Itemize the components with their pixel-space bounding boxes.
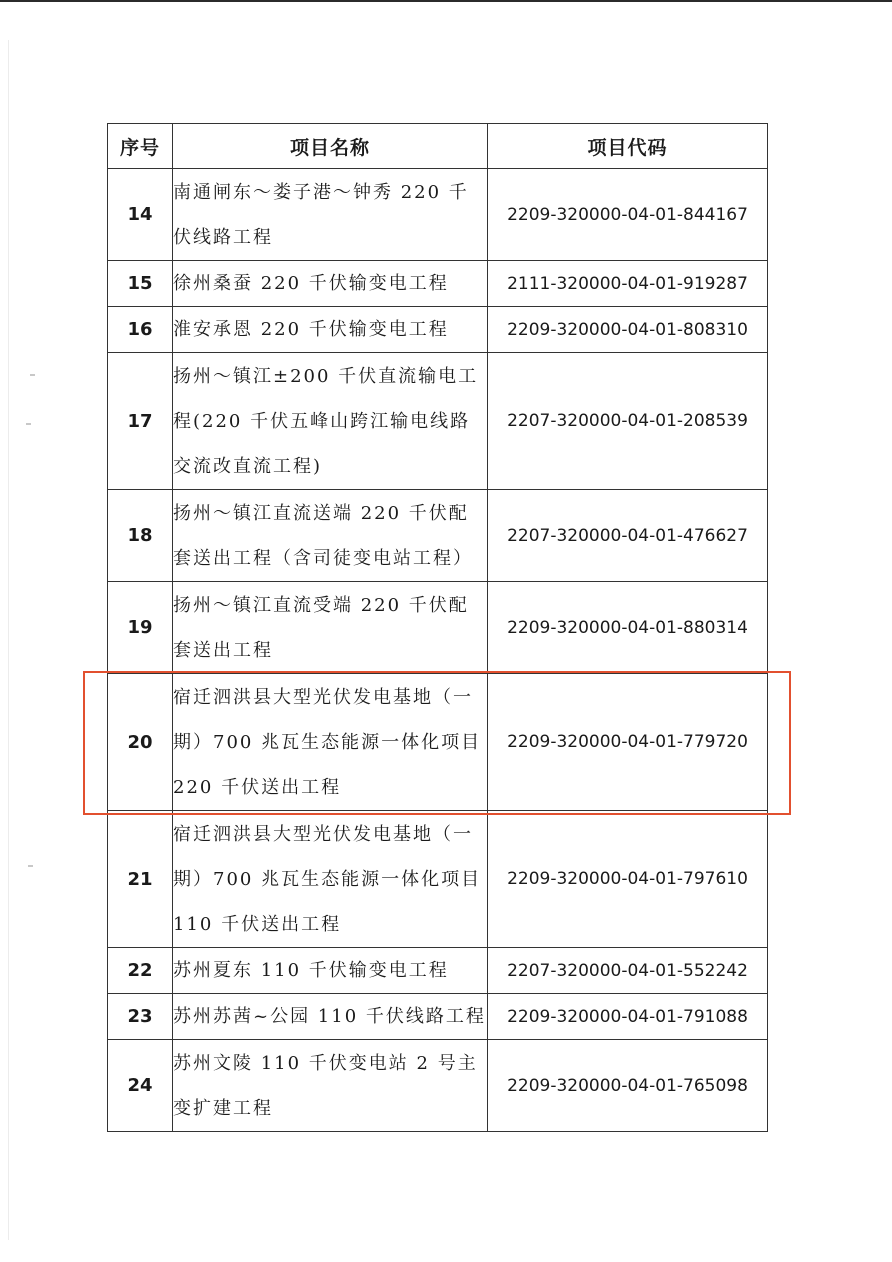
row-number: 17 (108, 353, 173, 490)
header-name: 项目名称 (173, 124, 488, 169)
project-name: 宿迁泗洪县大型光伏发电基地（一期）700 兆瓦生态能源一体化项目110 千伏送出工程 (173, 811, 488, 948)
row-number: 24 (108, 1040, 173, 1132)
project-code: 2209-320000-04-01-791088 (488, 994, 768, 1040)
table-row (108, 353, 768, 490)
header-no: 序号 (108, 124, 173, 169)
row-number: 18 (108, 490, 173, 582)
scan-artifact (26, 423, 31, 425)
project-code: 2209-320000-04-01-797610 (488, 811, 768, 948)
top-rule (0, 0, 892, 2)
table-row (108, 490, 768, 582)
project-name: 扬州～镇江直流受端 220 千伏配套送出工程 (173, 582, 488, 674)
project-code: 2209-320000-04-01-844167 (488, 169, 768, 261)
row-number: 22 (108, 948, 173, 994)
table-row (108, 674, 768, 811)
row-number: 15 (108, 261, 173, 307)
project-name: 徐州桑蚕 220 千伏输变电工程 (173, 261, 488, 307)
project-table (107, 123, 768, 1132)
project-name: 苏州苏茜~公园 110 千伏线路工程 (173, 994, 488, 1040)
project-code: 2207-320000-04-01-208539 (488, 353, 768, 490)
table-row (108, 261, 768, 307)
project-name: 扬州～镇江直流送端 220 千伏配套送出工程（含司徒变电站工程） (173, 490, 488, 582)
row-number: 16 (108, 307, 173, 353)
header-code: 项目代码 (488, 124, 768, 169)
project-code: 2209-320000-04-01-880314 (488, 582, 768, 674)
project-name: 淮安承恩 220 千伏输变电工程 (173, 307, 488, 353)
header-row (108, 124, 768, 169)
project-name: 扬州～镇江±200 千伏直流输电工程(220 千伏五峰山跨江输电线路交流改直流工程) (173, 353, 488, 490)
table-row (108, 948, 768, 994)
project-code: 2209-320000-04-01-808310 (488, 307, 768, 353)
project-name: 宿迁泗洪县大型光伏发电基地（一期）700 兆瓦生态能源一体化项目220 千伏送出工程 (173, 674, 488, 811)
table-row (108, 1040, 768, 1132)
project-name: 南通闸东～娄子港～钟秀 220 千伏线路工程 (173, 169, 488, 261)
project-name: 苏州文陵 110 千伏变电站 2 号主变扩建工程 (173, 1040, 488, 1132)
scan-artifact (28, 865, 33, 867)
row-number: 19 (108, 582, 173, 674)
project-code: 2209-320000-04-01-779720 (488, 674, 768, 811)
row-number: 23 (108, 994, 173, 1040)
table-row (108, 994, 768, 1040)
project-code: 2209-320000-04-01-765098 (488, 1040, 768, 1132)
project-code: 2207-320000-04-01-552242 (488, 948, 768, 994)
row-number: 14 (108, 169, 173, 261)
page-edge (8, 40, 9, 1240)
table-row (108, 811, 768, 948)
row-number: 20 (108, 674, 173, 811)
project-code: 2111-320000-04-01-919287 (488, 261, 768, 307)
project-code: 2207-320000-04-01-476627 (488, 490, 768, 582)
table-row (108, 582, 768, 674)
scan-artifact (30, 374, 35, 376)
table-row (108, 307, 768, 353)
row-number: 21 (108, 811, 173, 948)
table-row (108, 169, 768, 261)
project-name: 苏州夏东 110 千伏输变电工程 (173, 948, 488, 994)
